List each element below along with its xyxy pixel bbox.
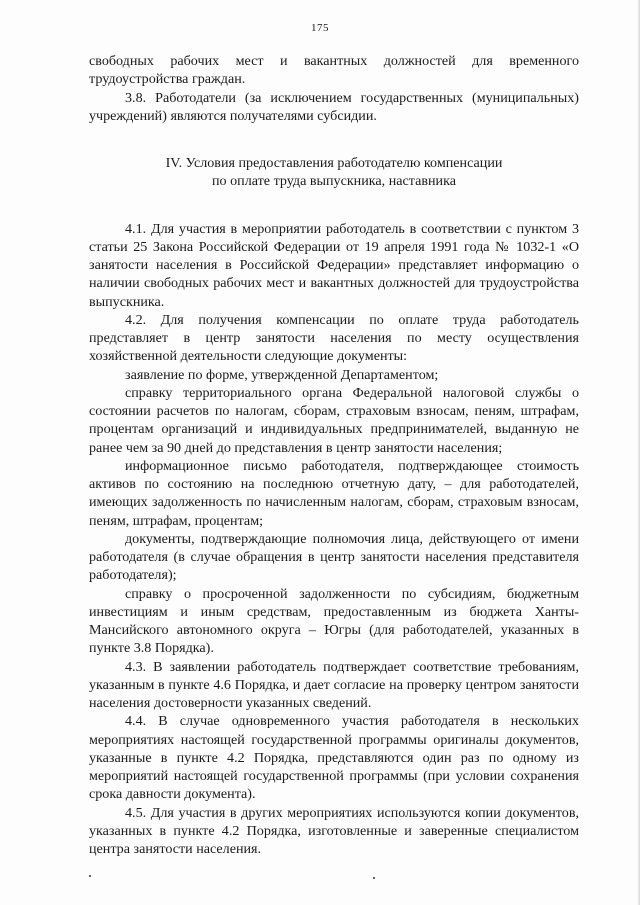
page-number: 175 [311,22,329,34]
paragraph-continuation: свободных рабочих мест и вакантных должностей для временного трудоустройства граждан. [89,53,579,88]
paragraph-4-5: 4.5. Для участия в других мероприятиях используются копии документов, указанных в пункте 4.2 Порядка, изготовленные и заверенные специалистом центра занятости населения. [89,804,579,857]
document-body [89,52,579,858]
section-heading-line-1: IV. Условия предоставления работодателю компенсации [165,155,503,171]
section-heading-line-2: по оплате труда выпускника, наставника [212,173,456,190]
scan-speck [373,877,375,879]
list-item-application: заявление по форме, утвержденной Департаментом; [125,366,439,383]
paragraph-4-4: 4.4. В случае одновременного участия работодателя в нескольких мероприятиях настоящей государственной программы оригиналы документов, указанные в пункте 4.2 Порядка, представляются один раз по одному из мероприятий настоящей государственной программы (при условии сохранения срока давности документа). [89,713,579,803]
scan-speck [89,875,91,877]
paragraph-4-3: 4.3. В заявлении работодатель подтверждает соответствие требованиям, указанным в пункте 4.6 Порядка, и дает согласие на проверку центром занятости населения достоверности указанных сведений. [89,658,579,711]
section-heading [89,154,579,191]
list-item-authority-documents: документы, подтверждающие полномочия лица, действующего от имени работодателя (в случае обращения в центр занятости населения представителя работодателя); [89,530,579,584]
paragraph-4-1: 4.1. Для участия в мероприятии работодатель в соответствии с пунктом 3 статьи 25 Закона Российской Федерации от 19 апреля 1991 года № 1032-1 «О занятости населения в Российской Федерации» представляет информацию о наличии свободных рабочих мест и вакантных должностей для трудоустройства выпускника. [89,220,579,310]
list-item-tax-certificate: справку территориального органа Федеральной налоговой службы о состоянии расчетов по налогам, сборам, страховым взносам, пеням, штрафам, процентам организаций и индивидуальных предпринимателей, выданную не ранее чем за 90 дней до представления в центр занятости населения; [89,384,579,456]
list-item-info-letter: информационное письмо работодателя, подтверждающее стоимость активов по состоянию на последнюю отчетную дату, – для работодателей, имеющих задолженность по начисленным налогам, сборам, страховым взносам, пеням, штрафам, процентам; [89,457,579,529]
paragraph-3-8: 3.8. Работодатели (за исключением государственных (муниципальных) учреждений) являются получателями субсидии. [89,89,579,124]
list-item-overdue-debt-certificate: справку о просроченной задолженности по субсидиям, бюджетным инвестициям и иным средствам, предоставленным из бюджета Ханты-Мансийского автономного округа – Югры (для работодателей, указанных в пункте 3.8 Порядка). [89,585,579,657]
paragraph-4-2: 4.2. Для получения компенсации по оплате труда работодатель представляет в центр занятости населения по месту осуществления хозяйственной деятельности следующие документы: [89,311,579,365]
